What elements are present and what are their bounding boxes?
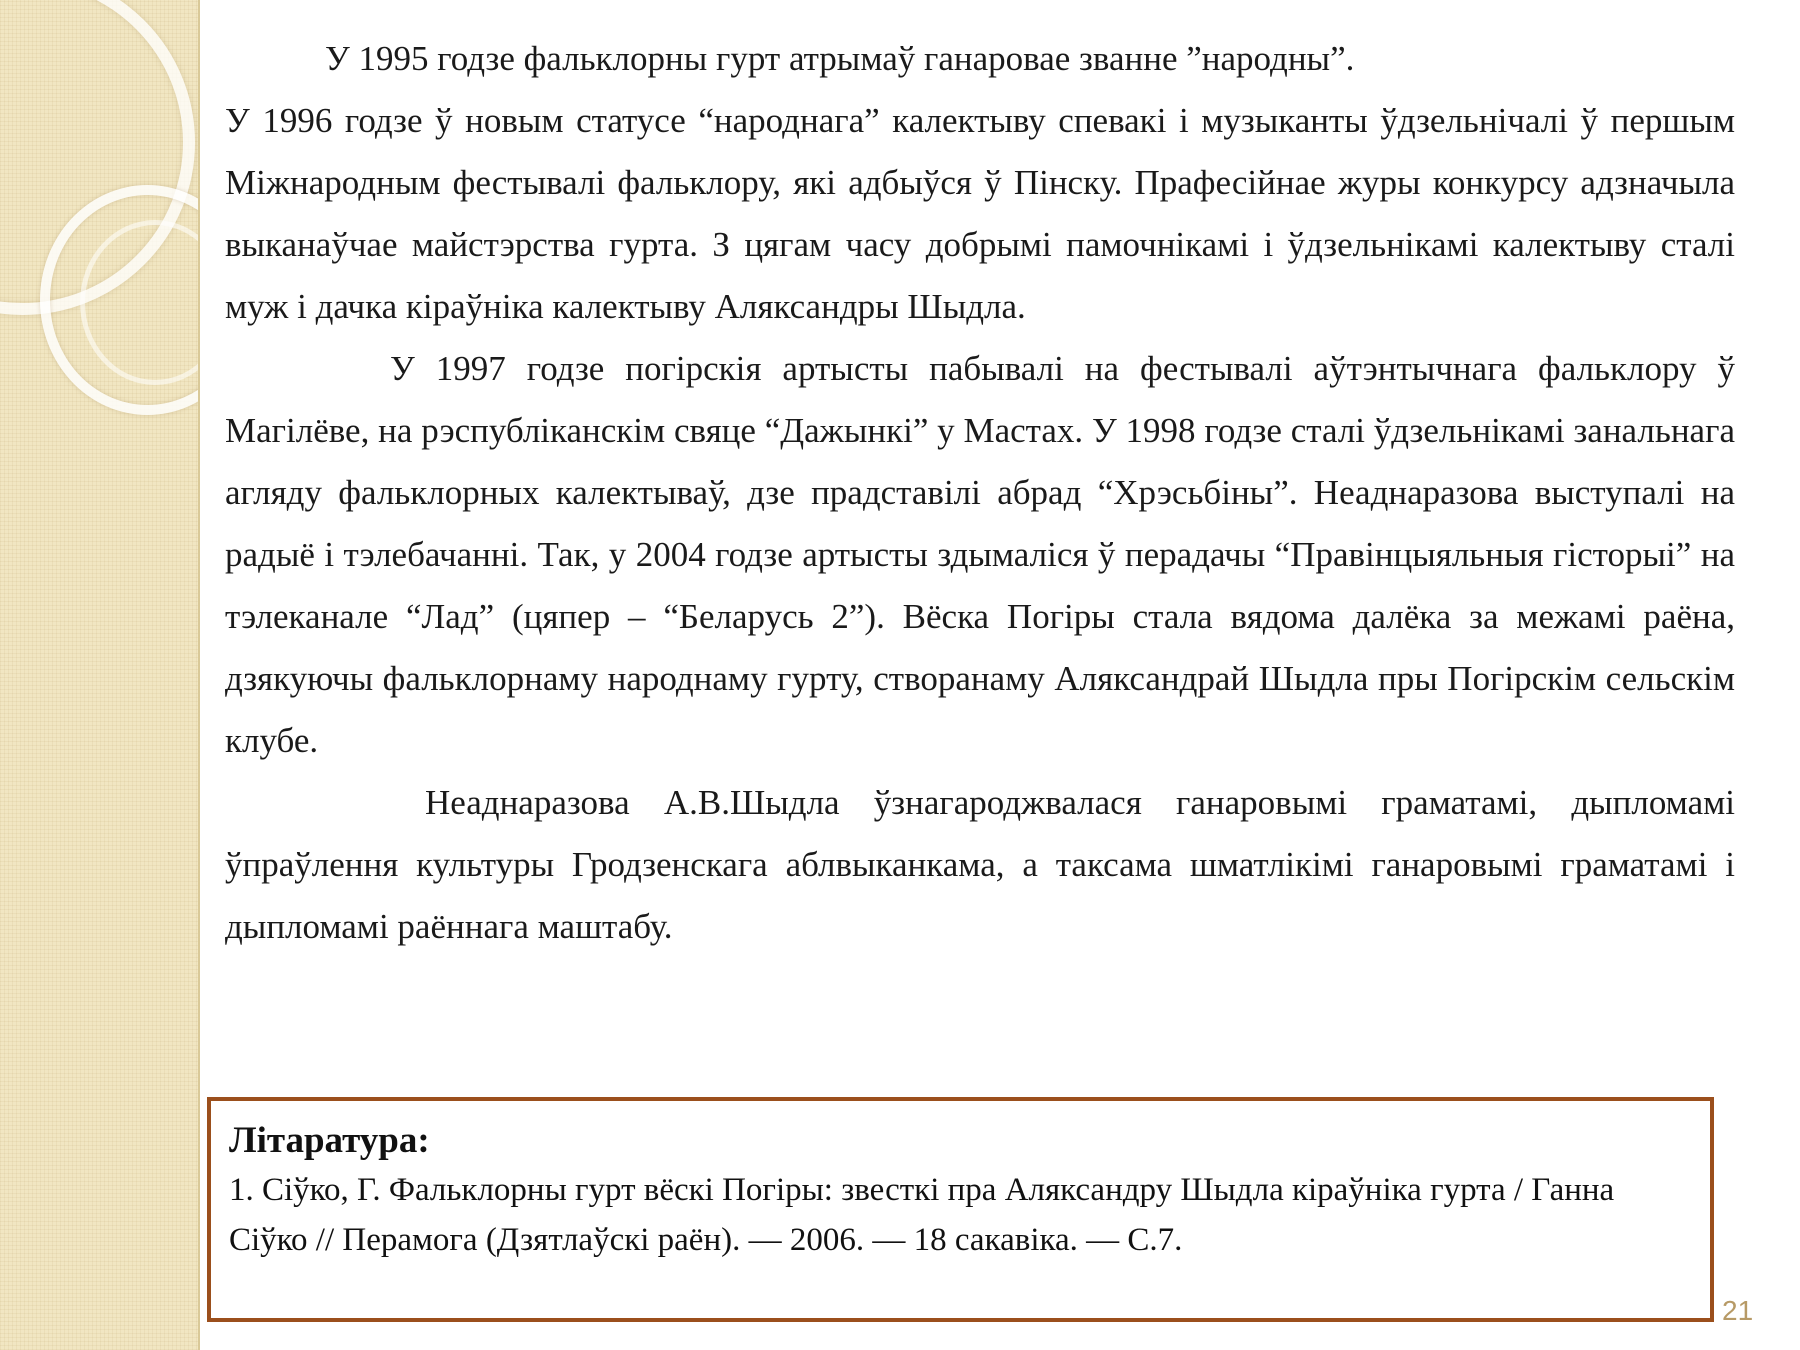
paragraph-1997: У 1997 годзе погірскія артысты пабывалі на фестывалі аўтэнтычнага фальклору ў Магілёве, на рэспубліканскім свяце “Дажынкі” у Мастах. У 1998 годзе сталі ўдзельнікамі занальнага агляду фальклорных калектываў, дзе прадставілі абрад “Хрэсьбіны”. Неаднаразова выступалі на радыё і тэлебачанні. Так, у 2004 годзе артысты здымаліся ў перадачы “Правінцыяльныя гісторыі” на тэлеканале “Лад” (цяпер – “Беларусь 2”). Вёска Погіры стала вядома далёка за межамі раёна, дзякуючы фальклорнаму народнаму гурту, створанаму Аляксандрай Шыдла пры Погірскім сельскім клубе. xyxy=(225,349,1735,760)
paragraph-awards: Неаднаразова А.В.Шыдла ўзнагароджвалася ганаровымі граматамі, дыпломамі ўпраўлення культуры Гродзенскага аблвыканкама, а таксама шматлікімі ганаровымі граматамі і дыпломамі раённага маштабу. xyxy=(225,783,1735,946)
paragraph-1995: У 1995 годзе фальклорны гурт атрымаў ганаровае званне ”народны”. xyxy=(325,39,1355,78)
literature-box xyxy=(207,1097,1714,1322)
decorative-sidebar xyxy=(0,0,200,1350)
paragraph-1996: У 1996 годзе ў новым статусе “народнага” калектыву спевакі і музыканты ўдзельнічалі ў першым Міжнародным фестывалі фальклору, які адбыўся ў Пінску. Прафесійнае журы конкурсу адзначыла выканаўчае майстэрства гурта. З цягам часу добрымі памочнікамі і ўдзельнікамі калектыву сталі муж і дачка кіраўніка калектыву Аляксандры Шыдла. xyxy=(225,101,1735,326)
page-number: 21 xyxy=(1722,1295,1754,1326)
literature-entry: 1. Сіўко, Г. Фальклорны гурт вёскі Погіры: звесткі пра Аляксандру Шыдла кіраўніка гурта / Ганна Сіўко // Перамога (Дзятлаўскі раён). — 2006. — 18 сакавіка. — С.7. xyxy=(229,1172,1615,1258)
literature-title: Літаратура: xyxy=(229,1120,430,1161)
main-text xyxy=(225,28,1735,958)
